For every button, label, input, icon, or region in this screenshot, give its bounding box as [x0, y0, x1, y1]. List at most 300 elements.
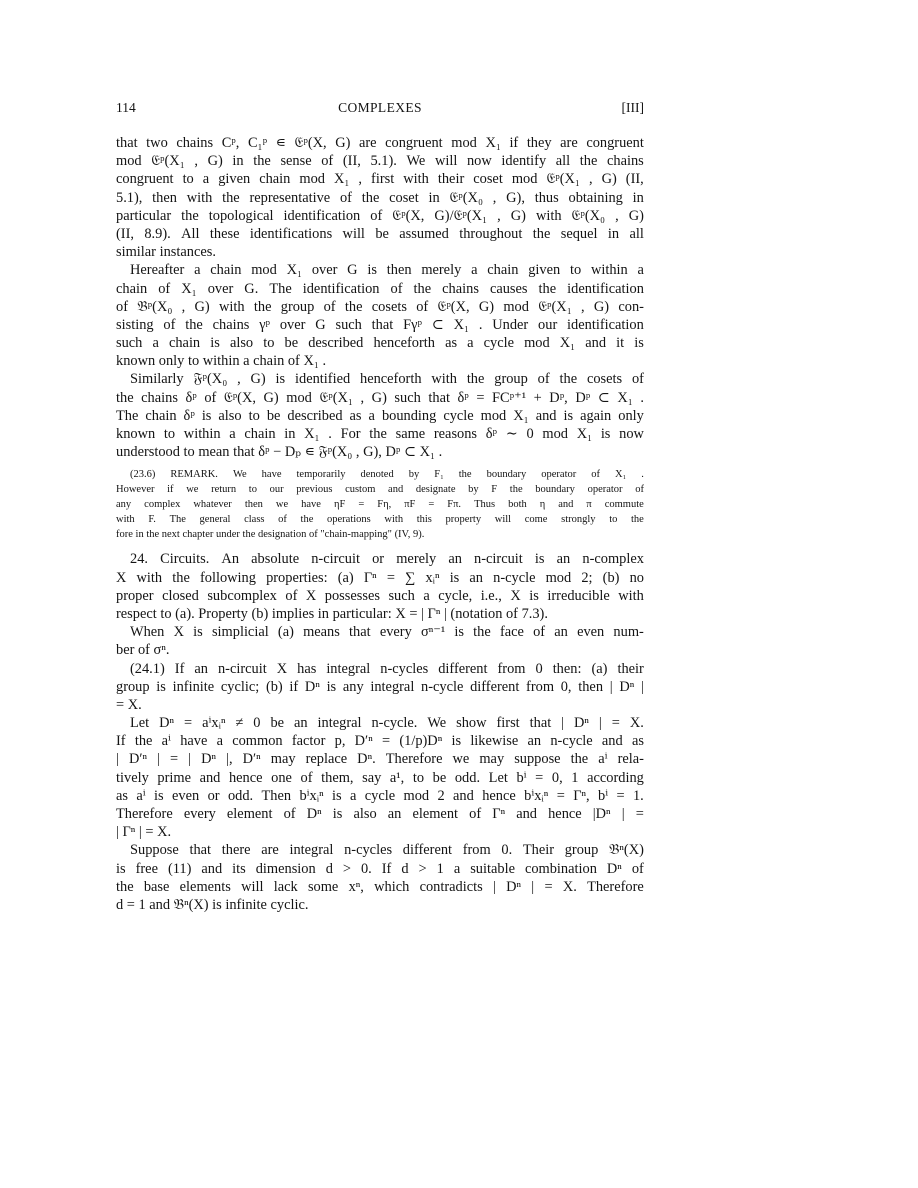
- word: G),: [506, 189, 525, 206]
- word: G): [478, 298, 495, 315]
- word: |Dⁿ: [592, 806, 611, 822]
- word: 5.1),: [116, 189, 143, 206]
- word: ∑: [405, 569, 416, 586]
- word: chain: [487, 262, 519, 279]
- word: an: [194, 660, 208, 677]
- word: X₁: [181, 280, 197, 297]
- word: an: [556, 551, 571, 568]
- word: be: [270, 715, 285, 732]
- word: boundary: [535, 484, 575, 496]
- text-line: [116, 189, 644, 207]
- word: property: [445, 514, 482, 526]
- word: different: [438, 660, 488, 677]
- word: cycle,: [438, 587, 473, 604]
- text-line: understood to mean that δᵖ − Dₚ ∊ 𝔉ᵖ(X₀ , G), Dᵖ ⊂ X₁ .: [116, 444, 443, 461]
- word: and: [199, 769, 221, 786]
- word: ,: [181, 298, 186, 315]
- word: πF: [404, 499, 416, 511]
- word: G.: [244, 280, 259, 297]
- word: also: [218, 407, 242, 424]
- remark-line: [116, 512, 644, 527]
- word: 24.: [130, 551, 148, 568]
- word: chain: [168, 335, 201, 352]
- word: =: [170, 751, 179, 768]
- word: of: [321, 153, 334, 170]
- word: X₁: [614, 469, 627, 481]
- word: them,: [321, 769, 354, 786]
- word: the: [466, 371, 485, 388]
- word: Γⁿ,: [573, 787, 590, 804]
- word: mod: [116, 153, 142, 170]
- word: this: [416, 514, 432, 526]
- word: 2;: [581, 569, 593, 586]
- word: G): [601, 171, 617, 188]
- word: with: [431, 371, 457, 388]
- word: the: [172, 569, 190, 586]
- word: chain: [116, 280, 148, 297]
- word: is: [326, 678, 337, 695]
- word: over: [311, 262, 338, 279]
- word: >: [418, 860, 427, 877]
- word: integral: [326, 660, 371, 677]
- word: of: [469, 806, 482, 822]
- word: G): [194, 298, 210, 315]
- word: Dⁿ: [304, 678, 320, 695]
- word: =: [184, 715, 193, 732]
- word: if: [289, 678, 299, 695]
- word: within: [590, 262, 628, 279]
- word: to: [609, 514, 618, 526]
- word: such: [388, 587, 415, 604]
- word: aⁱxᵢⁿ: [202, 715, 226, 732]
- word: and: [388, 484, 404, 496]
- word: group: [116, 678, 150, 695]
- word: |: [531, 878, 535, 895]
- word: any: [116, 499, 132, 511]
- word: of: [390, 280, 403, 297]
- word: possesses: [324, 587, 380, 604]
- word: n-circuit: [474, 551, 523, 568]
- word: ∼: [505, 426, 518, 442]
- word: sense: [280, 153, 312, 170]
- word: suitable: [470, 860, 515, 877]
- word: the: [413, 280, 432, 297]
- word: mod: [451, 135, 477, 151]
- word: cosets: [586, 371, 623, 388]
- text-line: [116, 587, 644, 605]
- word: commute: [604, 499, 644, 511]
- word: G: [315, 316, 326, 333]
- word: .: [641, 469, 644, 481]
- word: operator: [541, 469, 577, 481]
- word: our: [538, 316, 558, 333]
- word: suppose: [514, 751, 561, 768]
- word: X₁: [559, 335, 576, 352]
- word: such: [116, 335, 143, 352]
- word: σⁿ⁻¹: [420, 624, 446, 641]
- word: come: [524, 514, 548, 526]
- word: lack: [273, 878, 298, 895]
- word: 1.: [632, 787, 644, 804]
- word: When: [130, 624, 165, 641]
- word: of: [631, 860, 644, 877]
- word: chains: [141, 389, 178, 406]
- word: num-: [613, 624, 644, 641]
- word: is: [201, 407, 212, 424]
- word: ∊: [275, 135, 286, 151]
- word: ,: [615, 207, 619, 224]
- page-number: 114: [116, 100, 136, 115]
- word: boundary: [486, 469, 527, 481]
- word: identifications: [249, 225, 333, 242]
- word: mod: [299, 171, 325, 188]
- word: δᵖ: [457, 389, 469, 406]
- word: the: [134, 733, 153, 750]
- word: the: [570, 751, 589, 768]
- word: will: [241, 878, 264, 895]
- word: Under: [492, 316, 529, 333]
- word: no: [629, 569, 644, 586]
- word: (24.1): [130, 660, 165, 677]
- word: that: [529, 715, 552, 732]
- text-line: [116, 425, 644, 443]
- word: 𝔅ᵖ(X₀: [137, 298, 173, 315]
- proof-line: [116, 805, 644, 823]
- word: If: [381, 860, 392, 877]
- word: properties:: [266, 569, 328, 586]
- word: combination: [524, 860, 597, 877]
- word: =: [556, 787, 565, 804]
- word: n-cycles: [380, 660, 429, 677]
- word: =: [428, 499, 435, 511]
- word: G): [263, 389, 279, 406]
- word: X: [116, 569, 127, 586]
- word: C₁ᵖ: [247, 135, 268, 151]
- word: (II,: [342, 153, 361, 170]
- word: chains: [442, 280, 479, 297]
- word: such: [335, 316, 362, 333]
- word: identification: [567, 280, 644, 297]
- word: be: [284, 335, 299, 352]
- word: sequel: [560, 225, 598, 242]
- word: 𝔈ᵖ(X₁: [319, 389, 353, 406]
- text-line: [116, 370, 644, 388]
- word: and: [535, 407, 557, 424]
- word: congruent: [385, 135, 443, 151]
- word: of: [204, 389, 217, 406]
- word: custom: [345, 484, 376, 496]
- word: will: [434, 153, 458, 170]
- word: congruent: [116, 171, 174, 188]
- word: xⁿ,: [348, 878, 364, 895]
- word: of: [116, 298, 128, 315]
- word: all: [629, 225, 644, 242]
- word: same: [395, 426, 426, 442]
- word: 𝔈ᵖ(X,: [294, 135, 327, 151]
- proof-line: d = 1 and 𝔅ⁿ(X) is infinite cyclic.: [116, 896, 309, 913]
- word: we: [186, 484, 199, 496]
- word: 0: [526, 426, 534, 442]
- remark-23-6: [116, 467, 644, 542]
- word: different: [470, 678, 520, 695]
- word: =: [535, 769, 544, 786]
- word: the: [473, 624, 491, 641]
- word: a: [202, 171, 210, 188]
- word: of: [537, 371, 550, 388]
- word: prime: [157, 769, 191, 786]
- word: |,: [226, 751, 233, 768]
- word: with: [384, 514, 404, 526]
- word: the: [185, 316, 203, 333]
- word: F₁: [434, 469, 444, 481]
- word: Their: [522, 842, 555, 859]
- word: G): [593, 298, 610, 315]
- word: Therefore: [116, 806, 173, 822]
- word: mod: [542, 426, 568, 442]
- word: An: [221, 551, 240, 568]
- word: δᵖ: [183, 407, 195, 424]
- word: has: [297, 660, 317, 677]
- word: ,: [237, 371, 241, 388]
- word: the: [458, 469, 472, 481]
- word: 2: [437, 787, 445, 804]
- word: coset: [389, 189, 419, 206]
- word: according: [587, 769, 644, 786]
- running-head: COMPLEXES: [338, 100, 422, 115]
- word: is: [563, 407, 574, 424]
- word: and: [201, 860, 223, 877]
- word: may: [479, 751, 505, 768]
- word: n-complex: [582, 551, 644, 568]
- word: of: [278, 514, 287, 526]
- section-24-circuits: [116, 550, 644, 914]
- word: or: [207, 787, 220, 804]
- word: Dⁿ: [159, 715, 175, 732]
- word: Dⁿ: [506, 878, 522, 895]
- text-line: [116, 207, 644, 225]
- word: these: [209, 225, 240, 242]
- text-line: ber of σⁿ.: [116, 642, 170, 659]
- word: first: [496, 715, 520, 732]
- word: subcomplex: [207, 587, 277, 604]
- word: of: [631, 371, 644, 388]
- word: X₁: [453, 316, 470, 333]
- word: a¹,: [389, 769, 405, 786]
- word: that: [116, 135, 138, 151]
- word: cycle: [483, 335, 514, 352]
- word: the: [532, 225, 551, 242]
- word: G): [207, 153, 223, 170]
- remark-line: [116, 482, 644, 497]
- word: bⁱxᵢⁿ: [524, 787, 549, 804]
- word: that: [189, 842, 212, 859]
- word: G): [628, 207, 644, 224]
- word: 𝔈ᵖ(X,: [392, 207, 425, 224]
- word: have: [301, 499, 321, 511]
- word: δᵖ: [485, 426, 498, 442]
- word: is: [634, 335, 644, 352]
- word: X₁: [617, 389, 633, 406]
- word: then: [578, 678, 604, 695]
- word: G): [371, 389, 387, 406]
- word: G): [250, 371, 266, 388]
- word: element: [226, 806, 273, 822]
- word: an: [387, 806, 402, 822]
- word: X₁: [576, 426, 593, 442]
- word: as: [445, 335, 458, 352]
- word: .: [328, 426, 332, 442]
- word: of: [370, 207, 383, 224]
- word: is: [275, 371, 286, 388]
- word: If: [116, 733, 126, 750]
- word: that: [428, 389, 450, 406]
- word: Γⁿ: [363, 569, 377, 586]
- paragraph-congruence: [116, 134, 644, 261]
- word: n-circuit: [217, 660, 267, 677]
- word: assumed: [399, 225, 449, 242]
- word: our: [269, 484, 284, 496]
- text-line: [116, 261, 644, 279]
- word: 𝔉ᵖ(X₀: [193, 371, 228, 388]
- word: different: [402, 842, 453, 859]
- word: bⁱ: [516, 769, 527, 786]
- word: 0.: [501, 842, 513, 859]
- word: All: [181, 225, 200, 242]
- word: (II,: [625, 171, 644, 188]
- word: |: [116, 751, 119, 768]
- theorem-line: [116, 678, 644, 696]
- word: causes: [489, 280, 528, 297]
- word: to: [163, 426, 176, 442]
- word: the: [559, 371, 578, 388]
- word: cyclic;: [220, 678, 260, 695]
- word: Cᵖ,: [221, 135, 240, 151]
- word: mod: [503, 298, 529, 315]
- word: 𝔈ᵖ(X,: [437, 298, 470, 315]
- word: previous: [296, 484, 333, 496]
- word: proper: [116, 587, 154, 604]
- word: =: [476, 389, 485, 406]
- word: mod: [286, 389, 312, 406]
- word: from: [462, 842, 491, 859]
- word: and: [601, 733, 623, 750]
- word: Γⁿ: [492, 806, 506, 822]
- word: 0.: [360, 860, 372, 877]
- word: 0,: [551, 769, 563, 786]
- word: an: [294, 715, 308, 732]
- word: d: [325, 860, 333, 877]
- word: is: [600, 426, 611, 442]
- word: obtaining: [568, 189, 623, 206]
- word: Dⁿ: [619, 678, 635, 695]
- word: a: [194, 262, 201, 279]
- word: bⁱ: [598, 787, 609, 804]
- word: of: [283, 806, 296, 822]
- word: is: [534, 551, 545, 568]
- word: a: [637, 262, 644, 279]
- word: mod: [251, 262, 277, 279]
- word: Suppose: [130, 842, 179, 859]
- word: is: [156, 678, 166, 695]
- word: some: [307, 878, 339, 895]
- word: is: [210, 335, 220, 352]
- word: p,: [334, 733, 346, 750]
- word: is: [116, 860, 126, 877]
- word: =: [386, 569, 395, 586]
- word: of: [635, 484, 644, 496]
- word: that: [349, 624, 371, 641]
- text-line: [116, 152, 644, 170]
- word: topological: [208, 207, 274, 224]
- remark-line: [116, 497, 644, 512]
- word: (b): [265, 678, 283, 695]
- word: a: [423, 587, 430, 604]
- word: from: [526, 678, 555, 695]
- word: may: [270, 751, 296, 768]
- word: chains: [607, 153, 644, 170]
- word: .: [640, 389, 644, 406]
- word: by: [408, 469, 420, 481]
- word: (23.6): [130, 469, 156, 481]
- text-line: known only to within a chain of X₁ .: [116, 353, 327, 370]
- word: Hereafter: [130, 262, 185, 279]
- word: the: [344, 298, 363, 315]
- word: over: [207, 280, 234, 297]
- word: the: [253, 153, 271, 170]
- word: chain: [210, 262, 242, 279]
- word: 𝔈ᵖ(X₁: [546, 171, 580, 188]
- word: class: [244, 514, 265, 526]
- word: say: [362, 769, 382, 786]
- word: n-circuit: [311, 551, 360, 568]
- proof-line: [116, 787, 644, 805]
- word: of: [285, 587, 298, 604]
- word: all: [555, 153, 571, 170]
- word: |: [157, 751, 160, 768]
- word: then: [152, 189, 177, 206]
- word: given: [218, 171, 251, 188]
- word: thus: [534, 189, 559, 206]
- word: as: [631, 733, 644, 750]
- word: However: [116, 484, 155, 496]
- word: 8.9).: [144, 225, 171, 242]
- word: an: [554, 624, 568, 641]
- word: a: [471, 262, 478, 279]
- word: sisting: [116, 316, 154, 333]
- word: again: [580, 407, 612, 424]
- paragraph-hereafter: [116, 261, 644, 370]
- word: The: [116, 407, 139, 424]
- word: Dⁿ: [306, 806, 322, 822]
- word: Dⁿ: [201, 751, 217, 768]
- word: to: [248, 484, 257, 496]
- word: dimension: [255, 860, 316, 877]
- word: π: [586, 499, 592, 511]
- word: con-: [618, 298, 644, 315]
- word: elements: [179, 878, 231, 895]
- word: henceforth: [373, 335, 435, 352]
- word: Fη,: [377, 499, 392, 511]
- word: particular: [116, 207, 172, 224]
- word: n-cycle: [550, 733, 593, 750]
- word: mod: [403, 787, 430, 804]
- word: bⁱxᵢⁿ: [299, 787, 324, 804]
- word: integral: [370, 678, 415, 695]
- word: a: [467, 335, 474, 352]
- word: is: [454, 624, 464, 641]
- text-line: [116, 569, 644, 587]
- word: temporarily: [296, 469, 346, 481]
